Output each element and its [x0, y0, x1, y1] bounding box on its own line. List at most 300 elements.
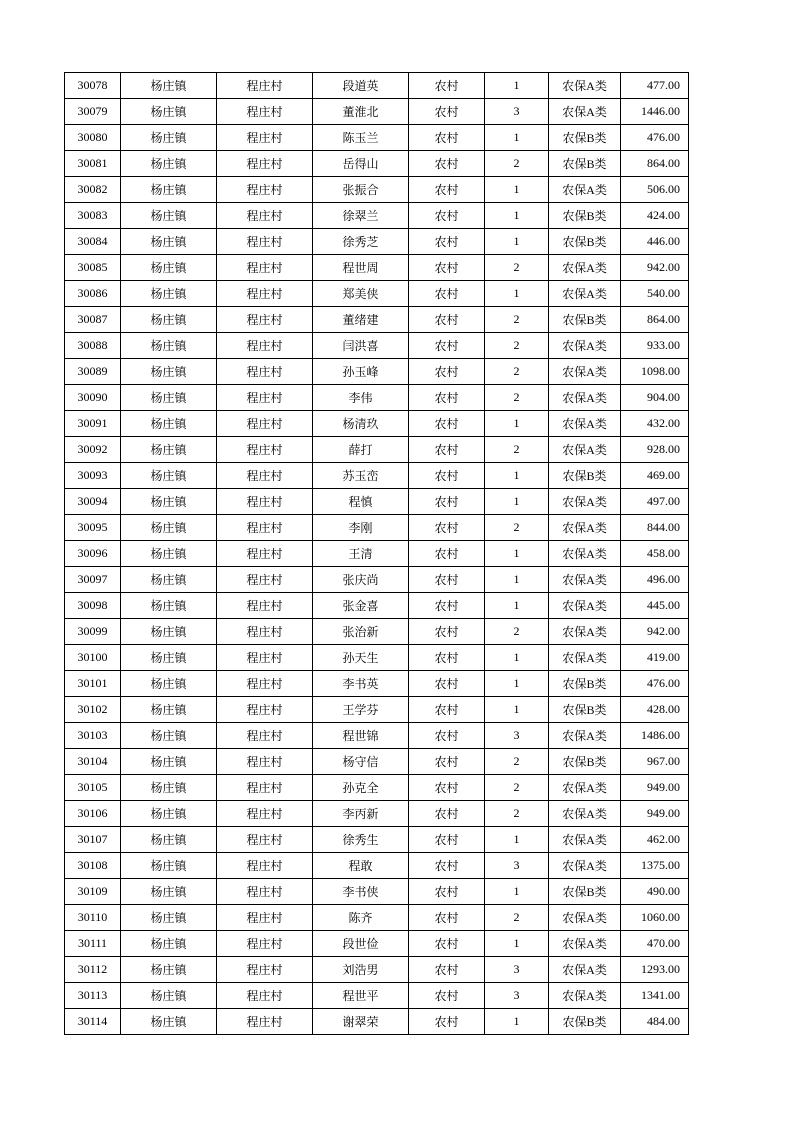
- table-cell-residence_type: 农村: [409, 125, 485, 151]
- table-cell-amount: 497.00: [621, 489, 689, 515]
- table-cell-residence_type: 农村: [409, 593, 485, 619]
- table-cell-name: 张金喜: [313, 593, 409, 619]
- table-cell-village: 程庄村: [217, 1009, 313, 1035]
- table-cell-count: 2: [485, 801, 549, 827]
- table-cell-name: 苏玉峦: [313, 463, 409, 489]
- table-cell-insurance_category: 农保B类: [549, 1009, 621, 1035]
- table-row: [65, 671, 689, 697]
- table-row: [65, 567, 689, 593]
- table-cell-id: 30089: [65, 359, 121, 385]
- table-cell-insurance_category: 农保B类: [549, 125, 621, 151]
- table-cell-amount: 432.00: [621, 411, 689, 437]
- table-row: [65, 281, 689, 307]
- table-cell-village: 程庄村: [217, 515, 313, 541]
- table-cell-count: 2: [485, 307, 549, 333]
- table-cell-town: 杨庄镇: [121, 151, 217, 177]
- table-cell-amount: 458.00: [621, 541, 689, 567]
- table-row: [65, 957, 689, 983]
- table-cell-residence_type: 农村: [409, 411, 485, 437]
- table-cell-amount: 928.00: [621, 437, 689, 463]
- table-cell-village: 程庄村: [217, 645, 313, 671]
- table-cell-residence_type: 农村: [409, 177, 485, 203]
- table-cell-insurance_category: 农保A类: [549, 99, 621, 125]
- table-cell-town: 杨庄镇: [121, 411, 217, 437]
- table-cell-count: 1: [485, 671, 549, 697]
- table-cell-residence_type: 农村: [409, 463, 485, 489]
- table-cell-town: 杨庄镇: [121, 541, 217, 567]
- table-cell-residence_type: 农村: [409, 281, 485, 307]
- table-cell-count: 2: [485, 359, 549, 385]
- table-cell-insurance_category: 农保A类: [549, 281, 621, 307]
- table-cell-count: 3: [485, 853, 549, 879]
- table-cell-name: 杨守信: [313, 749, 409, 775]
- table-cell-town: 杨庄镇: [121, 905, 217, 931]
- table-cell-id: 30109: [65, 879, 121, 905]
- table-cell-village: 程庄村: [217, 281, 313, 307]
- table-cell-town: 杨庄镇: [121, 203, 217, 229]
- table-cell-village: 程庄村: [217, 385, 313, 411]
- table-cell-id: 30078: [65, 73, 121, 99]
- table-cell-town: 杨庄镇: [121, 931, 217, 957]
- table-cell-name: 孙克全: [313, 775, 409, 801]
- table-row: [65, 385, 689, 411]
- table-cell-name: 王学芬: [313, 697, 409, 723]
- table-cell-name: 张庆尚: [313, 567, 409, 593]
- table-cell-name: 岳得山: [313, 151, 409, 177]
- table-cell-residence_type: 农村: [409, 359, 485, 385]
- table-cell-village: 程庄村: [217, 255, 313, 281]
- table-cell-amount: 476.00: [621, 671, 689, 697]
- table-row: [65, 827, 689, 853]
- table-cell-amount: 1375.00: [621, 853, 689, 879]
- table-cell-village: 程庄村: [217, 593, 313, 619]
- table-cell-residence_type: 农村: [409, 723, 485, 749]
- table-cell-insurance_category: 农保A类: [549, 645, 621, 671]
- table-cell-town: 杨庄镇: [121, 983, 217, 1009]
- table-cell-village: 程庄村: [217, 73, 313, 99]
- table-cell-amount: 864.00: [621, 151, 689, 177]
- table-cell-amount: 446.00: [621, 229, 689, 255]
- table-cell-count: 2: [485, 333, 549, 359]
- table-cell-insurance_category: 农保A类: [549, 359, 621, 385]
- table-cell-amount: 949.00: [621, 775, 689, 801]
- table-cell-residence_type: 农村: [409, 255, 485, 281]
- table-cell-count: 1: [485, 827, 549, 853]
- table-row: [65, 463, 689, 489]
- table-cell-town: 杨庄镇: [121, 489, 217, 515]
- table-cell-town: 杨庄镇: [121, 645, 217, 671]
- table-cell-amount: 484.00: [621, 1009, 689, 1035]
- table-cell-town: 杨庄镇: [121, 697, 217, 723]
- table-cell-count: 1: [485, 463, 549, 489]
- table-cell-id: 30092: [65, 437, 121, 463]
- table-cell-village: 程庄村: [217, 879, 313, 905]
- table-cell-count: 1: [485, 73, 549, 99]
- table-cell-residence_type: 农村: [409, 437, 485, 463]
- table-cell-id: 30088: [65, 333, 121, 359]
- table-cell-name: 段道英: [313, 73, 409, 99]
- table-row: [65, 931, 689, 957]
- table-cell-id: 30097: [65, 567, 121, 593]
- table-cell-name: 刘浩男: [313, 957, 409, 983]
- table-cell-name: 张治新: [313, 619, 409, 645]
- table-cell-count: 3: [485, 983, 549, 1009]
- table-cell-count: 1: [485, 879, 549, 905]
- table-row: [65, 255, 689, 281]
- table-cell-amount: 477.00: [621, 73, 689, 99]
- table-cell-insurance_category: 农保B类: [549, 671, 621, 697]
- table-cell-town: 杨庄镇: [121, 671, 217, 697]
- table-cell-village: 程庄村: [217, 775, 313, 801]
- table-cell-id: 30093: [65, 463, 121, 489]
- table-cell-id: 30080: [65, 125, 121, 151]
- table-cell-insurance_category: 农保A类: [549, 333, 621, 359]
- table-cell-name: 闫洪喜: [313, 333, 409, 359]
- table-row: [65, 359, 689, 385]
- table-cell-town: 杨庄镇: [121, 463, 217, 489]
- table-cell-amount: 1341.00: [621, 983, 689, 1009]
- table-cell-village: 程庄村: [217, 697, 313, 723]
- table-cell-name: 张振合: [313, 177, 409, 203]
- table-cell-name: 李书英: [313, 671, 409, 697]
- table-cell-insurance_category: 农保A类: [549, 619, 621, 645]
- table-row: [65, 593, 689, 619]
- table-cell-name: 王清: [313, 541, 409, 567]
- table-cell-id: 30085: [65, 255, 121, 281]
- table-cell-village: 程庄村: [217, 411, 313, 437]
- table-cell-town: 杨庄镇: [121, 281, 217, 307]
- table-row: [65, 801, 689, 827]
- table-cell-town: 杨庄镇: [121, 333, 217, 359]
- table-cell-amount: 1486.00: [621, 723, 689, 749]
- table-cell-count: 1: [485, 697, 549, 723]
- table-cell-name: 郑美侠: [313, 281, 409, 307]
- table-cell-id: 30082: [65, 177, 121, 203]
- table-cell-id: 30086: [65, 281, 121, 307]
- table-cell-count: 2: [485, 619, 549, 645]
- table-cell-insurance_category: 农保A类: [549, 567, 621, 593]
- table-cell-residence_type: 农村: [409, 307, 485, 333]
- table-cell-residence_type: 农村: [409, 645, 485, 671]
- table-cell-count: 3: [485, 723, 549, 749]
- table-cell-insurance_category: 农保A类: [549, 73, 621, 99]
- table-cell-residence_type: 农村: [409, 619, 485, 645]
- table-cell-insurance_category: 农保B类: [549, 697, 621, 723]
- table-cell-residence_type: 农村: [409, 801, 485, 827]
- table-cell-count: 2: [485, 437, 549, 463]
- table-cell-amount: 904.00: [621, 385, 689, 411]
- table-cell-id: 30083: [65, 203, 121, 229]
- table-cell-insurance_category: 农保A类: [549, 983, 621, 1009]
- table-cell-village: 程庄村: [217, 463, 313, 489]
- table-cell-residence_type: 农村: [409, 489, 485, 515]
- table-cell-amount: 1060.00: [621, 905, 689, 931]
- table-cell-count: 3: [485, 957, 549, 983]
- table-row: [65, 879, 689, 905]
- table-cell-residence_type: 农村: [409, 749, 485, 775]
- table-row: [65, 723, 689, 749]
- table-cell-name: 杨清玖: [313, 411, 409, 437]
- table-cell-insurance_category: 农保A类: [549, 827, 621, 853]
- table-cell-amount: 942.00: [621, 619, 689, 645]
- table-cell-insurance_category: 农保A类: [549, 723, 621, 749]
- table-cell-id: 30106: [65, 801, 121, 827]
- table-cell-insurance_category: 农保B类: [549, 151, 621, 177]
- table-cell-amount: 476.00: [621, 125, 689, 151]
- table-cell-name: 陈齐: [313, 905, 409, 931]
- table-cell-town: 杨庄镇: [121, 1009, 217, 1035]
- table-cell-town: 杨庄镇: [121, 775, 217, 801]
- table-cell-id: 30081: [65, 151, 121, 177]
- table-cell-residence_type: 农村: [409, 671, 485, 697]
- table-row: [65, 229, 689, 255]
- table-cell-insurance_category: 农保A类: [549, 177, 621, 203]
- table-cell-village: 程庄村: [217, 437, 313, 463]
- table-row: [65, 151, 689, 177]
- table-cell-village: 程庄村: [217, 931, 313, 957]
- table-cell-name: 段世俭: [313, 931, 409, 957]
- table-cell-count: 1: [485, 541, 549, 567]
- table-cell-count: 1: [485, 281, 549, 307]
- table-cell-amount: 1098.00: [621, 359, 689, 385]
- table-cell-name: 徐秀生: [313, 827, 409, 853]
- table-cell-count: 1: [485, 931, 549, 957]
- table-cell-amount: 470.00: [621, 931, 689, 957]
- table-cell-town: 杨庄镇: [121, 827, 217, 853]
- table-cell-count: 2: [485, 515, 549, 541]
- table-cell-insurance_category: 农保B类: [549, 203, 621, 229]
- table-cell-count: 1: [485, 177, 549, 203]
- table-row: [65, 619, 689, 645]
- table-row: [65, 125, 689, 151]
- table-row: [65, 697, 689, 723]
- table-cell-town: 杨庄镇: [121, 723, 217, 749]
- table-cell-id: 30084: [65, 229, 121, 255]
- table-cell-town: 杨庄镇: [121, 593, 217, 619]
- table-cell-town: 杨庄镇: [121, 125, 217, 151]
- table-cell-count: 2: [485, 385, 549, 411]
- table-cell-village: 程庄村: [217, 541, 313, 567]
- table-cell-name: 董绪建: [313, 307, 409, 333]
- table-cell-id: 30112: [65, 957, 121, 983]
- table-cell-village: 程庄村: [217, 983, 313, 1009]
- table-cell-village: 程庄村: [217, 333, 313, 359]
- table-cell-amount: 506.00: [621, 177, 689, 203]
- table-cell-name: 谢翠荣: [313, 1009, 409, 1035]
- table-cell-id: 30114: [65, 1009, 121, 1035]
- table-cell-name: 董淮北: [313, 99, 409, 125]
- table-cell-count: 1: [485, 1009, 549, 1035]
- table-cell-insurance_category: 农保A类: [549, 489, 621, 515]
- table-cell-town: 杨庄镇: [121, 957, 217, 983]
- table-cell-count: 1: [485, 411, 549, 437]
- table-cell-residence_type: 农村: [409, 957, 485, 983]
- table-cell-town: 杨庄镇: [121, 437, 217, 463]
- table-cell-insurance_category: 农保A类: [549, 541, 621, 567]
- table-cell-count: 1: [485, 593, 549, 619]
- table-row: [65, 489, 689, 515]
- table-cell-amount: 933.00: [621, 333, 689, 359]
- table-row: [65, 645, 689, 671]
- table-cell-insurance_category: 农保B类: [549, 307, 621, 333]
- subsidy-table: [64, 72, 689, 1035]
- table-cell-count: 3: [485, 99, 549, 125]
- table-cell-name: 徐翠兰: [313, 203, 409, 229]
- table-cell-name: 孙天生: [313, 645, 409, 671]
- table-cell-town: 杨庄镇: [121, 359, 217, 385]
- table-cell-amount: 844.00: [621, 515, 689, 541]
- table-cell-name: 徐秀芝: [313, 229, 409, 255]
- table-cell-insurance_category: 农保A类: [549, 957, 621, 983]
- table-cell-insurance_category: 农保A类: [549, 801, 621, 827]
- table-cell-village: 程庄村: [217, 489, 313, 515]
- table-row: [65, 541, 689, 567]
- table-cell-id: 30087: [65, 307, 121, 333]
- table-cell-amount: 428.00: [621, 697, 689, 723]
- table-cell-village: 程庄村: [217, 567, 313, 593]
- table-cell-count: 1: [485, 645, 549, 671]
- table-row: [65, 515, 689, 541]
- table-cell-town: 杨庄镇: [121, 385, 217, 411]
- table-cell-insurance_category: 农保A类: [549, 411, 621, 437]
- table-cell-residence_type: 农村: [409, 931, 485, 957]
- table-cell-count: 1: [485, 229, 549, 255]
- table-cell-name: 程世平: [313, 983, 409, 1009]
- table-cell-count: 2: [485, 775, 549, 801]
- table-cell-id: 30090: [65, 385, 121, 411]
- table-cell-village: 程庄村: [217, 203, 313, 229]
- table-cell-amount: 445.00: [621, 593, 689, 619]
- table-cell-village: 程庄村: [217, 905, 313, 931]
- table-cell-amount: 1293.00: [621, 957, 689, 983]
- table-cell-id: 30099: [65, 619, 121, 645]
- table-cell-id: 30094: [65, 489, 121, 515]
- table-cell-count: 2: [485, 749, 549, 775]
- table-cell-id: 30096: [65, 541, 121, 567]
- table-cell-id: 30079: [65, 99, 121, 125]
- table-cell-village: 程庄村: [217, 671, 313, 697]
- table-cell-count: 1: [485, 567, 549, 593]
- table-row: [65, 411, 689, 437]
- table-cell-village: 程庄村: [217, 229, 313, 255]
- table-row: [65, 983, 689, 1009]
- table-cell-name: 程世周: [313, 255, 409, 281]
- table-cell-insurance_category: 农保A类: [549, 853, 621, 879]
- table-cell-amount: 469.00: [621, 463, 689, 489]
- table-cell-village: 程庄村: [217, 151, 313, 177]
- table-cell-id: 30102: [65, 697, 121, 723]
- table-cell-name: 程慎: [313, 489, 409, 515]
- table-cell-town: 杨庄镇: [121, 515, 217, 541]
- table-cell-village: 程庄村: [217, 723, 313, 749]
- table-cell-id: 30098: [65, 593, 121, 619]
- table-cell-residence_type: 农村: [409, 385, 485, 411]
- table-cell-residence_type: 农村: [409, 697, 485, 723]
- table-cell-id: 30113: [65, 983, 121, 1009]
- table-cell-insurance_category: 农保B类: [549, 879, 621, 905]
- table-cell-amount: 864.00: [621, 307, 689, 333]
- table-cell-residence_type: 农村: [409, 879, 485, 905]
- table-cell-id: 30110: [65, 905, 121, 931]
- table-cell-village: 程庄村: [217, 99, 313, 125]
- table-cell-insurance_category: 农保A类: [549, 593, 621, 619]
- table-cell-insurance_category: 农保B类: [549, 463, 621, 489]
- table-cell-residence_type: 农村: [409, 853, 485, 879]
- table-cell-count: 1: [485, 203, 549, 229]
- table-cell-residence_type: 农村: [409, 203, 485, 229]
- table-cell-town: 杨庄镇: [121, 801, 217, 827]
- table-cell-residence_type: 农村: [409, 99, 485, 125]
- table-cell-town: 杨庄镇: [121, 73, 217, 99]
- table-cell-id: 30103: [65, 723, 121, 749]
- table-cell-amount: 942.00: [621, 255, 689, 281]
- table-cell-name: 程敢: [313, 853, 409, 879]
- table-cell-town: 杨庄镇: [121, 99, 217, 125]
- table-cell-insurance_category: 农保A类: [549, 437, 621, 463]
- table-cell-name: 孙玉峰: [313, 359, 409, 385]
- table-row: [65, 775, 689, 801]
- table-cell-amount: 496.00: [621, 567, 689, 593]
- table-cell-amount: 490.00: [621, 879, 689, 905]
- table-cell-amount: 424.00: [621, 203, 689, 229]
- table-cell-village: 程庄村: [217, 853, 313, 879]
- table-cell-residence_type: 农村: [409, 73, 485, 99]
- table-cell-village: 程庄村: [217, 749, 313, 775]
- table-cell-name: 陈玉兰: [313, 125, 409, 151]
- table-cell-village: 程庄村: [217, 619, 313, 645]
- table-cell-id: 30091: [65, 411, 121, 437]
- table-cell-insurance_category: 农保B类: [549, 749, 621, 775]
- table-cell-village: 程庄村: [217, 827, 313, 853]
- table-cell-village: 程庄村: [217, 125, 313, 151]
- table-row: [65, 99, 689, 125]
- table-cell-amount: 462.00: [621, 827, 689, 853]
- table-body: [65, 73, 689, 1035]
- table-cell-id: 30108: [65, 853, 121, 879]
- table-cell-id: 30101: [65, 671, 121, 697]
- table-cell-town: 杨庄镇: [121, 619, 217, 645]
- table-cell-id: 30095: [65, 515, 121, 541]
- table-cell-insurance_category: 农保A类: [549, 931, 621, 957]
- table-cell-village: 程庄村: [217, 307, 313, 333]
- table-cell-id: 30107: [65, 827, 121, 853]
- table-cell-insurance_category: 农保A类: [549, 385, 621, 411]
- table-row: [65, 307, 689, 333]
- table-cell-count: 1: [485, 125, 549, 151]
- table-cell-insurance_category: 农保A类: [549, 255, 621, 281]
- table-cell-village: 程庄村: [217, 801, 313, 827]
- table-cell-id: 30100: [65, 645, 121, 671]
- table-cell-insurance_category: 农保A类: [549, 775, 621, 801]
- table-cell-village: 程庄村: [217, 177, 313, 203]
- table-cell-count: 2: [485, 255, 549, 281]
- table-cell-town: 杨庄镇: [121, 255, 217, 281]
- table-cell-name: 李伟: [313, 385, 409, 411]
- table-cell-insurance_category: 农保A类: [549, 515, 621, 541]
- table-cell-amount: 1446.00: [621, 99, 689, 125]
- table-row: [65, 853, 689, 879]
- table-cell-residence_type: 农村: [409, 1009, 485, 1035]
- table-cell-residence_type: 农村: [409, 229, 485, 255]
- table-row: [65, 333, 689, 359]
- table-cell-name: 李刚: [313, 515, 409, 541]
- table-row: [65, 749, 689, 775]
- table-cell-residence_type: 农村: [409, 541, 485, 567]
- table-cell-town: 杨庄镇: [121, 879, 217, 905]
- table-cell-id: 30104: [65, 749, 121, 775]
- table-cell-insurance_category: 农保A类: [549, 905, 621, 931]
- table-row: [65, 437, 689, 463]
